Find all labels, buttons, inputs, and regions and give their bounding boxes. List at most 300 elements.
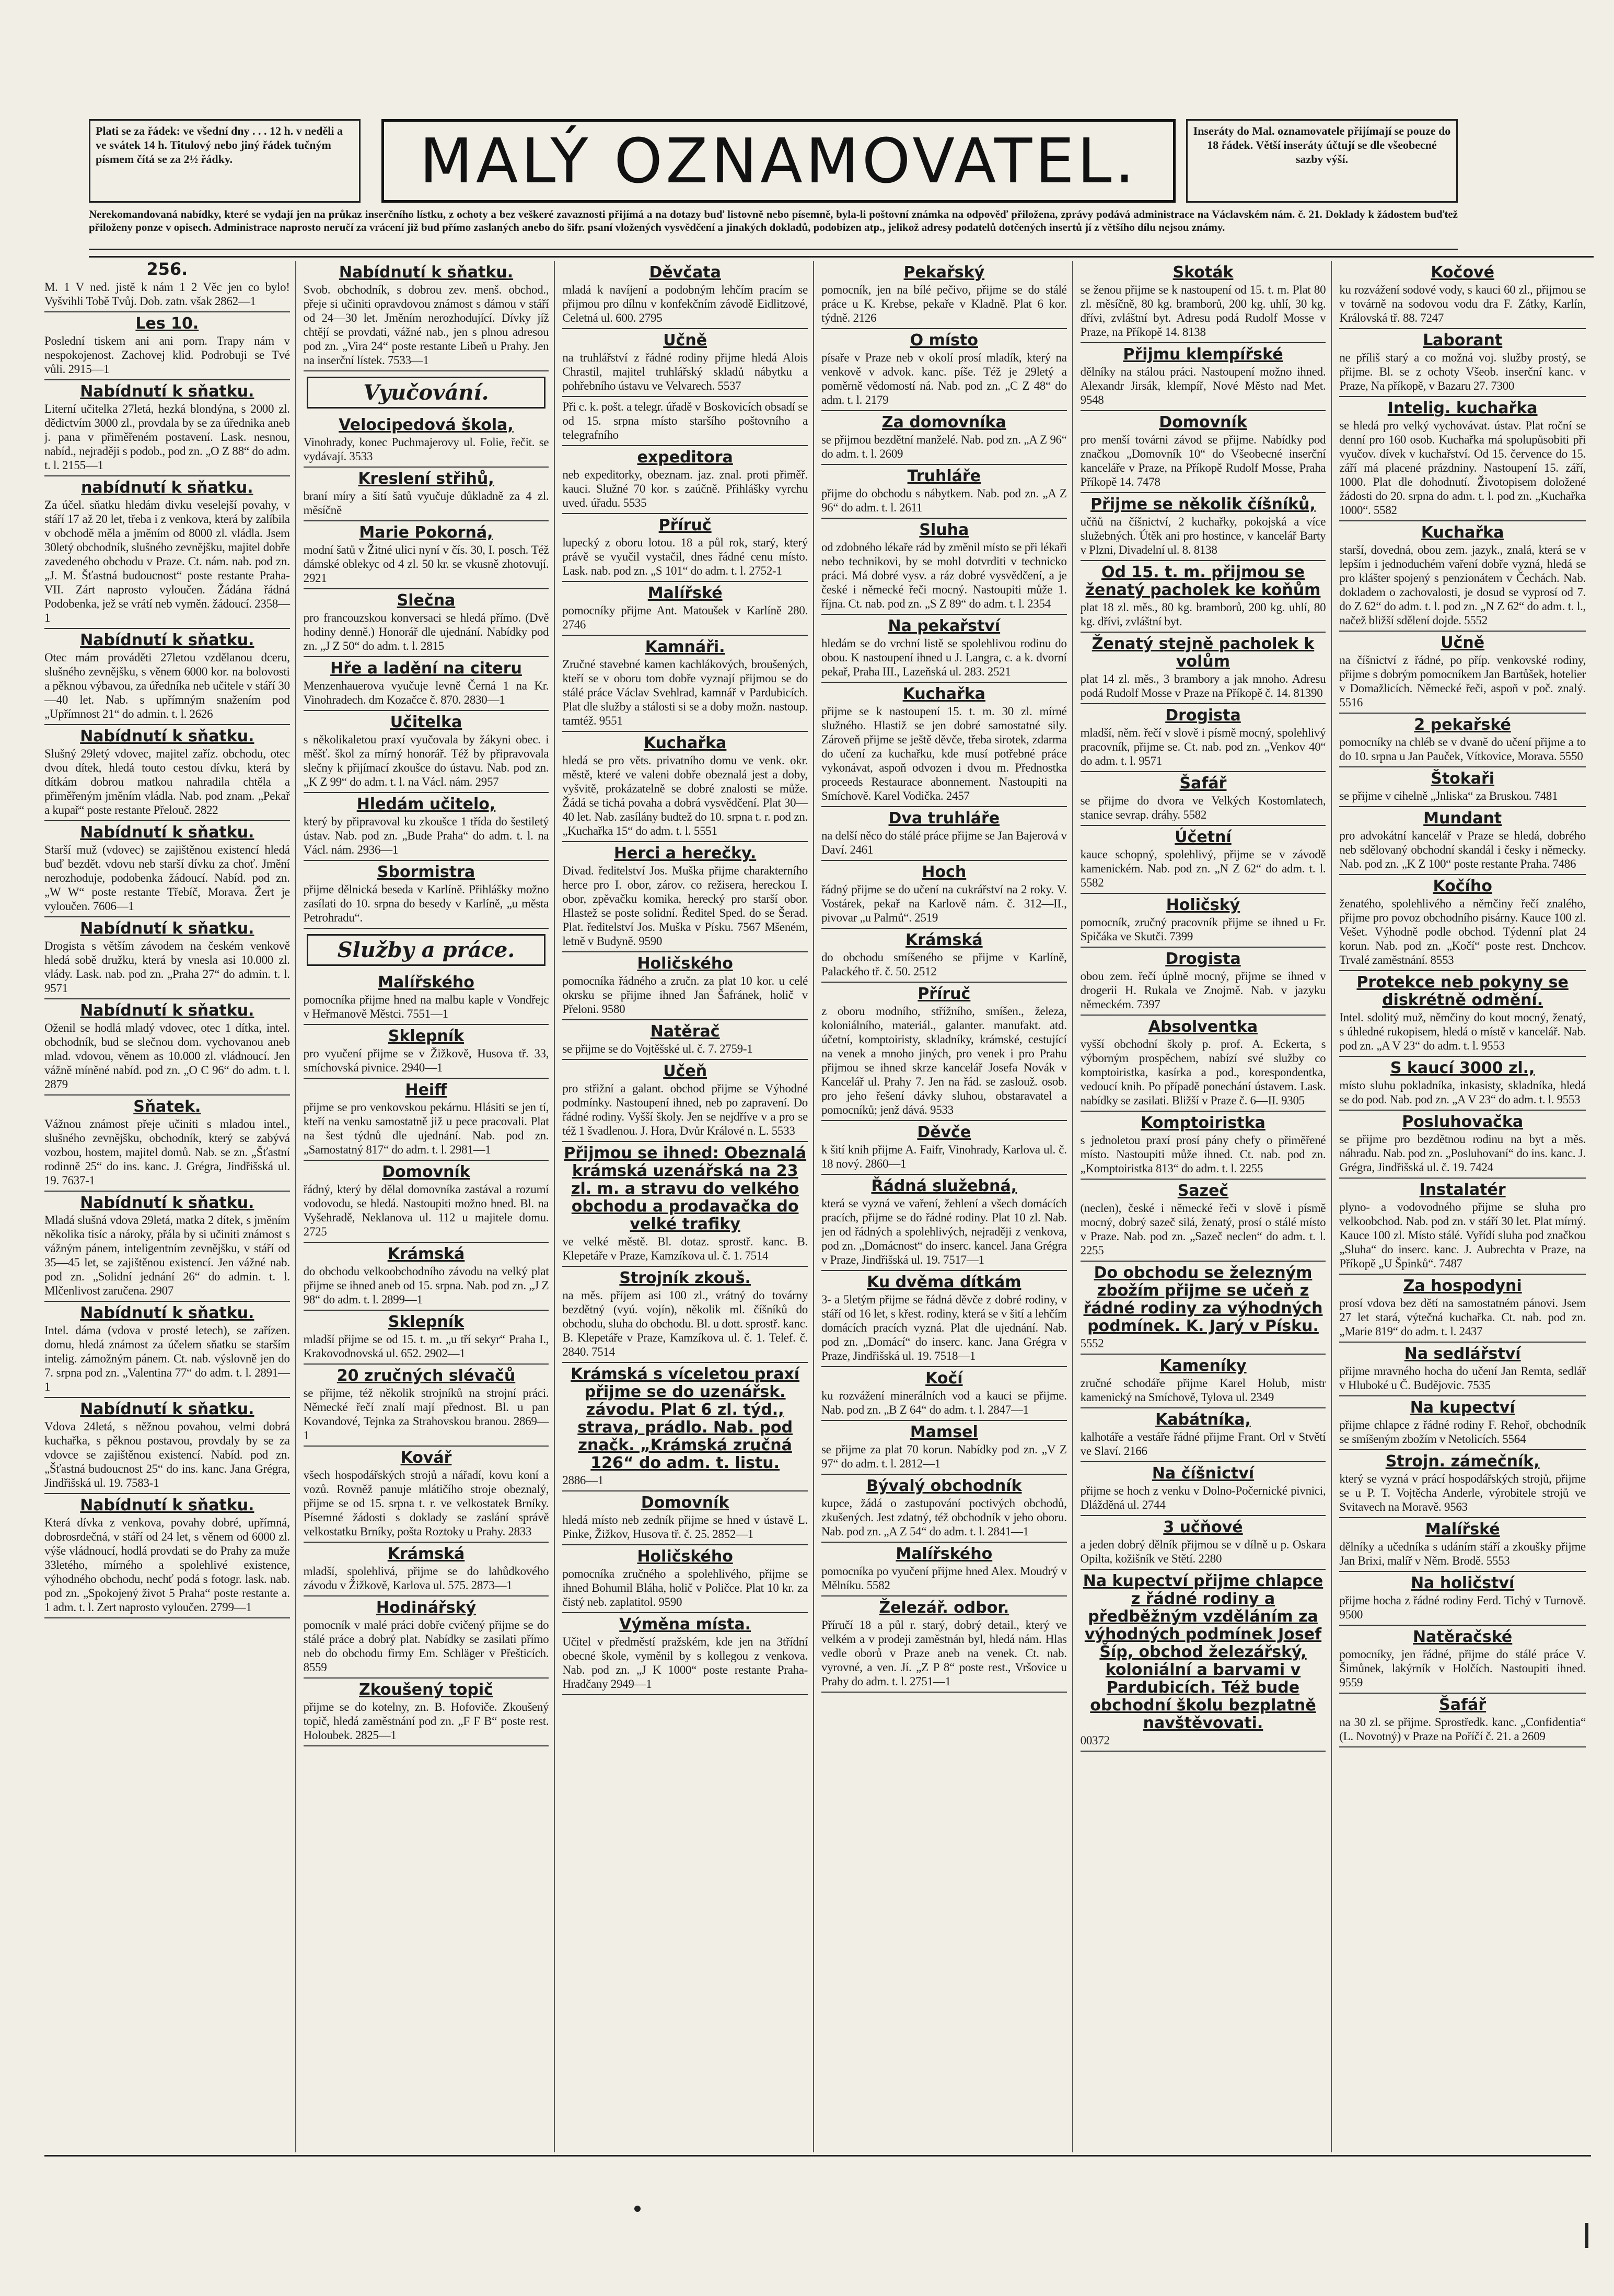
ad-body: hledá místo neb zedník přijme se hned v ústavě L. Pinke, Žižkov, Husova tř. č. 25. 2852—1 xyxy=(562,1513,808,1541)
ad-body: z oboru modního, střížního, smíšen., železa, koloniálního, materiál., galanter. manufakt. atd. účetní, komptoiristy, skladníky, krámské, cestující na venek a mnoho jiných, pro venek i pro Prahu přijmou se ihned skrze kancelář Josefa Novák v Kancelář ul. Prahy 7. Jen na řád. se zaslouž. osob. pro jeho řešení dávky sluhou, obstaravatel a pomocníků; jenž dává. 9533 xyxy=(821,1005,1067,1116)
column-1 xyxy=(44,261,296,2152)
classified-ad xyxy=(304,1079,549,1161)
ad-heading: Strojník zkouš. xyxy=(619,1269,751,1287)
classified-ad xyxy=(1081,1408,1326,1462)
classified-ad xyxy=(1339,1450,1586,1518)
edge-mark xyxy=(1585,2223,1588,2248)
classified-ad xyxy=(1339,1626,1586,1694)
ad-heading: Mamsel xyxy=(910,1423,978,1441)
ad-body: na truhlářství z řádné rodiny přijme hledá Alois Chrastil, majitel truhlářský skladů nábytku a pohřebního ústavu ve Velvarech. 5537 xyxy=(562,351,808,392)
ad-body: se přijme se do Vojtěšské ul. č. 7. 2759-1 xyxy=(562,1042,753,1055)
ad-body: ku rozvážení minerálních vod a kauci se přijme. Nab. pod zn. „B Z 64“ do adm. t. l. 2847—1 xyxy=(821,1389,1067,1416)
ad-heading: Nabídnutí k sňatku. xyxy=(80,382,254,401)
ad-heading: Domovník xyxy=(1159,413,1247,432)
ad-heading: Velocipedová škola, xyxy=(339,416,514,434)
ad-heading: Přijme se několik číšníků, xyxy=(1090,495,1316,514)
ad-heading: Protekce neb pokyny se diskrétně odmění. xyxy=(1356,973,1569,1009)
ad-heading: Bývalý obchodník xyxy=(866,1477,1022,1495)
ad-body: přijme se k nastoupení 15. t. m. 30 zl. mírné služného. Hlastiž se jen dobré samostatné sily. Zároveň přijme se ještě děvče, třeba sirotek, zdarma do učení za kuchařku, kde musí potřebné práce vykonávat, aspoň odvozen i dvou m. Přednostka proceeds Restaurace abonnement. Nastoupiti na Smíchově. Karel Vodička. 2457 xyxy=(821,705,1067,802)
ad-heading: Nabídnutí k sňatku. xyxy=(80,1496,254,1514)
ad-body: Literní učitelka 27letá, hezká blondýna, s 2000 zl. dědictvím 3000 zl., provdala by se za úřednika aneb j. pana v přiměřeném postavení. Lask. nesnou, nabíd., nejraději s podob., pod zn. „O Z 88“ do adm. t. l. 2155—1 xyxy=(44,402,290,472)
ad-body: se přijme, též několik strojníků na strojní práci. Německé řečí znalí mají přednost. Bl. u pan Kovandové, Tejnka za Strahovskou branou. 2869—1 xyxy=(303,1386,549,1442)
ad-heading: Krámská xyxy=(387,1545,465,1563)
ad-heading: Nabídnutí k sňatku. xyxy=(80,1400,254,1418)
classified-ad xyxy=(304,589,549,657)
ad-body: se přijme za plat 70 korun. Nabídky pod zn. „V Z 97“ do adm. t. l. 2812—1 xyxy=(821,1443,1067,1470)
issue-number: 256. xyxy=(146,261,188,279)
column-4 xyxy=(821,261,1073,2152)
classified-ad xyxy=(304,1596,549,1679)
classified-ad xyxy=(1081,1516,1326,1570)
printing-dot xyxy=(634,2206,641,2212)
ad-heading: Řádná služebná, xyxy=(871,1177,1017,1195)
ad-body: přijme se hoch z venku v Dolno-Počernické pivnici, Dlážděná ul. 2744 xyxy=(1080,1484,1326,1511)
ad-body: s několikaletou praxí vyučovala by žákyni obec. i měšť. škol za mírný honorář. Též by připravovala slečny k přijímací zkoušce do ústavu. Nab. pod zn. „K Z 99“ do adm. t. l. na Václ. nám. 2957 xyxy=(303,733,549,788)
ad-body: řádný, který by dělal domovníka zastával a rozumí vodovodu, se hledá. Nastoupiti možno hned. Bl. na Vyšehradě, Neklanova ul. 112 u majitele domu. 2725 xyxy=(303,1183,549,1238)
column-2 xyxy=(304,261,555,2152)
section-heading: Služby a práce. xyxy=(307,934,546,966)
ad-body: (neclen), české i německé řeči v slově i písmě mocný, dobrý sazeč silá, ženatý, prosí o stálé místo v Praze. Nab. pod zn. „Sazeč neclen“ do adm. t. l. 2255 xyxy=(1080,1202,1326,1257)
classified-ad xyxy=(821,465,1067,519)
classified-ad xyxy=(821,411,1067,465)
classified-ad xyxy=(44,725,290,821)
ad-body: pomocníky přijme Ant. Matoušek v Karlíně 280. 2746 xyxy=(562,604,808,631)
classified-ad xyxy=(304,1161,549,1243)
page-title-box xyxy=(381,119,1176,203)
classified-ad xyxy=(1339,329,1586,397)
ad-body: přijme hocha z řádné rodiny Ferd. Tichý v Turnově. 9500 xyxy=(1339,1594,1586,1621)
ad-body: se přijme pro bezdětnou rodinu na byt a měs. náhradu. Nab. pod zn. „Posluhovaní“ do ins. kanc. J. Grégra, Jindřišská ul. č. 19. 7424 xyxy=(1339,1133,1586,1174)
ad-heading: Účetní xyxy=(1175,828,1232,846)
classified-ad xyxy=(562,1545,808,1613)
ad-heading: Krámská xyxy=(905,931,983,949)
ad-heading: Holičský xyxy=(1166,896,1240,914)
ad-heading: Na kupectví přijme chlapce z řádné rodiny a předběžným vzděláním za výhodných podmínek Josef Šíp, obchod železářský, koloniální a barvami v Pardubicích. Též bude obchodní školu bezplatně navštěvovati. xyxy=(1083,1572,1323,1732)
classified-ad xyxy=(1081,894,1326,948)
classified-ad xyxy=(304,1311,549,1365)
classified-ad xyxy=(304,414,549,468)
ad-body: se přijme v cihelně „Jnliska“ za Bruskou. 7481 xyxy=(1339,789,1558,802)
classified-ad xyxy=(1081,261,1326,343)
classified-columns xyxy=(44,261,1591,2152)
ad-heading: Na číšnictví xyxy=(1152,1464,1255,1483)
ad-heading: Štokaři xyxy=(1431,770,1495,788)
classified-ad xyxy=(304,1365,549,1447)
classified-ad xyxy=(562,1060,808,1142)
ad-body: Poslední tiskem ani ani porn. Trapy nám v nespokojenost. Zachovej klid. Podrobuji se Tvé vůli. 2915—1 xyxy=(44,334,290,376)
ad-heading: Nabídnutí k sňatku. xyxy=(80,919,254,938)
ad-heading: Holičského xyxy=(637,1547,733,1566)
ad-heading: Posluhovačka xyxy=(1402,1113,1524,1131)
ad-body: všech hospodářských strojů a nářadí, kovu koní a vozů. Rovněž panuje mlátičího stroje obeznalý, přijme se od 15. srpna t. r. ve velkostatek Brníky. Písemné žádosti s doklady se zaslání správě velkostatku Brníky, pošta Roztoky u Prahy. 2833 xyxy=(303,1468,549,1538)
ad-heading: Děvčata xyxy=(649,263,721,282)
classified-ad xyxy=(821,261,1067,329)
classified-ad xyxy=(1081,343,1326,411)
classified-ad xyxy=(821,1596,1067,1693)
section-heading: Vyučování. xyxy=(307,377,546,409)
ad-heading: Krámská xyxy=(387,1245,465,1263)
classified-ad xyxy=(1339,1111,1586,1179)
classified-ad xyxy=(1081,1570,1326,1752)
ad-body: na 30 zl. se přijme. Sprostředk. kanc. „Confidentia“ (L. Novotný) v Praze na Poříčí č. 21. a 2609 xyxy=(1339,1716,1586,1743)
ad-heading: Příruč xyxy=(658,516,712,534)
ad-body: Svob. obchodník, s dobrou zev. menš. obchod., přeje si učiniti opravdovou známost s dámou v stáří od 24—30 let. Jměním nerozhodující. Dívky jíž chtějí se provdati, vážné nab., jen s plnou adresou pod zn. „Vira 24“ poste restante Libeň u Prahy. Jen na inserční lístek. 7533—1 xyxy=(303,283,549,367)
ad-heading: Od 15. t. m. přijmou se ženatý pacholek ke koňům xyxy=(1085,563,1321,599)
classified-ad xyxy=(1081,1262,1326,1355)
ad-heading: Malířské xyxy=(647,584,723,602)
ad-body: pomocníky na chléb se v dvaně do učení přijme a to do 10. srpna u Jan Pauček, Vítkovice, Morava. 5550 xyxy=(1339,736,1586,763)
classified-ad xyxy=(1339,767,1586,807)
ad-body: s jednoletou praxí prosí pány chefy o přiměřené místo. Nastoupiti může ihned. Ct. nab. pod zn. „Komptoiristka 813“ do adm. t. l. 2255 xyxy=(1080,1134,1326,1175)
ad-heading: Nabídnutí k sňatku. xyxy=(80,1001,254,1020)
ad-body: do obchodu smíšeného se přijme v Karlíně, Palackého tř. č. 50. 2512 xyxy=(821,951,1067,978)
classified-ad xyxy=(44,999,290,1095)
ad-heading: Hodinářský xyxy=(376,1599,477,1617)
classified-ad xyxy=(1081,411,1326,493)
ad-body: místo sluhu pokladníka, inkasisty, skladníka, hledá se do pod. Nab. pod zn. „A V 23“ do adm. t. l. 9553 xyxy=(1339,1079,1586,1106)
classified-ad xyxy=(1339,1179,1586,1275)
ad-body: Divad. ředitelství Jos. Muška přijme charakterního herce pro I. obor, zárov. co režisera, hereckou I. obor, zpěvačku komika, herecký pro starší obor. Hlastež se poste solidní. Ředitel Sped. do se Šerad. Plat. ředitelství Jos. Muška v Písku. 7567 Mšeném, letně v Budyně. 9590 xyxy=(562,864,808,948)
ad-body: Mladá slušná vdova 29letá, matka 2 dítek, s jměním několika tisíc a nároky, přála by si učiniti známost s vážným pánem, inteligentním zevnějšku, v stáří od 35—45 let, se zajištěnou existencí. Jen vážné nab. pod zn. „Solidní jednání 26“ do admin. t. l. Mlčenlivost zaručena. 2907 xyxy=(44,1214,290,1297)
classified-ad xyxy=(821,1367,1067,1421)
ad-heading: Natěračské xyxy=(1413,1628,1513,1646)
classified-ad xyxy=(44,277,290,312)
classified-ad xyxy=(1081,772,1326,826)
ad-body: Starší muž (vdovec) se zajištěnou existencí hledá buď bezdět. vdovu neb starší dívku za choť. Jmění nerozhoduje, podobenka žádoucí. Nabíd. pod zn. „W W“ poste restante Třebíč, Morava. Žert je vyloučen. 7606—1 xyxy=(44,843,290,913)
classified-ad xyxy=(1081,561,1326,633)
classified-ad xyxy=(1081,1016,1326,1112)
ad-body: dělníky na stálou práci. Nastoupení možno ihned. Alexandr Jirsák, klempíř, Nové Město nad Met. 9548 xyxy=(1080,365,1326,406)
ad-body: Učitel v předměstí pražském, kde jen na 3třídní obecné škole, vyměnil by s kollegou z venkova. Nab. pod zn. „J K 1000“ poste restante Praha-Hradčany 2949—1 xyxy=(562,1635,808,1691)
ad-body: starší, dovedná, obou zem. jazyk., znalá, která se v lepším i jednoduchém vaření dobře vyzná, hledá se pro klášter spojený s penzionátem v Čechách. Nab. dokladem o zachovalosti, je dosud se vyprosí od 7. do Z 62“ do adm. t. l. pod zn. „N Z 62“ do adm. t. l., načež bližší sdělení dojde. 5552 xyxy=(1339,543,1586,627)
ad-heading: Kočí xyxy=(925,1369,963,1388)
ad-heading: Učitelka xyxy=(390,713,462,731)
ad-heading: Na pekařství xyxy=(888,617,1001,635)
classified-ad xyxy=(821,807,1067,861)
classified-ad xyxy=(562,636,808,732)
classified-ad xyxy=(821,929,1067,983)
classified-ad xyxy=(562,1491,808,1545)
ad-heading: Les 10. xyxy=(135,314,199,333)
ad-body: a jeden dobrý dělník přijmou se v dílně u p. Oskara Opilta, kožišník ve Stětí. 2280 xyxy=(1080,1538,1326,1565)
ad-heading: Absolventka xyxy=(1148,1018,1258,1036)
classified-ad xyxy=(1081,826,1326,894)
classified-ad xyxy=(821,519,1067,615)
ad-heading: Hře a ladění na citeru xyxy=(330,659,522,678)
classified-ad xyxy=(821,1421,1067,1475)
ad-body: neb expeditorky, obeznam. jaz. znal. proti přiměř. kauci. Služné 70 kor. s zaúčně. Přihlášky vyrchu uved. úřadu. 5535 xyxy=(562,468,808,509)
ad-heading: Malířské xyxy=(1425,1520,1500,1539)
ad-heading: Sklepník xyxy=(388,1313,465,1331)
ad-body: pro francouzskou konversaci se hledá přímo. (Dvě hodiny denně.) Honorář dle ujednání. Nabídky pod zn. „J Z 50“ do adm. t. l. 2815 xyxy=(303,611,549,652)
ad-body: hledám se do vrchní listě se spolehlivou rodinu do obou. K nastoupení ihned u J. Langra, c. a k. dvorní pekař, Praha III., Lazeňská ul. 283. 2521 xyxy=(821,637,1067,678)
classified-ad xyxy=(562,842,808,952)
ad-heading: Natěrač xyxy=(650,1022,720,1041)
classified-ad xyxy=(821,1175,1067,1271)
classified-ad xyxy=(1339,1572,1586,1626)
ad-body: dělníky a učedníka s udáním stáří a zkoušky přijme Jan Brixi, malíř v Něm. Brodě. 5553 xyxy=(1339,1540,1586,1567)
classified-ad xyxy=(562,514,808,582)
ad-heading: Truhláře xyxy=(907,467,981,485)
ad-body: mladší, něm. řečí v slově i písmě mocný, spolehlivý pracovník, přijme se. Ct. nab. pod zn. „Venkov 40“ do adm. t. l. 9571 xyxy=(1080,726,1326,767)
ad-heading: Kameníky xyxy=(1159,1357,1247,1375)
ad-body: lupecký z oboru lotou. 18 a půl rok, starý, který právě se vyučil vystačil, dnes řádné cenu místo. Lask. nab. pod zn. „S 101“ do adm. t. l. 2752-1 xyxy=(562,536,808,577)
ad-heading: Kovář xyxy=(400,1449,452,1467)
ad-body: se hledá pro velký vychovávat. ústav. Plat roční se denní pro 160 osob. Kuchařka má spolupůsobiti při vyučov. dívek v kuchařství. Od 15. července do 15. září má placené prázdniny. Nastoupení 15. září, 1000. Plat dle dohodnutí. Životopisem doložené žádosti do 20. srpna do adm. t. l. pod zn. „Kuchařka 1000“. 5582 xyxy=(1339,419,1586,517)
header-divider xyxy=(89,256,1594,258)
ad-heading: Drogista xyxy=(1165,950,1241,968)
ad-body: ve velké městě. Bl. dotaz. sprostř. kanc. B. Klepetáře v Praze, Kamzíkova ul. č. 1. 7514 xyxy=(562,1235,808,1262)
classified-ad xyxy=(304,971,549,1025)
ad-body: pro advokátní kancelář v Praze se hledá, dobrého neb sdělovaný obchodní skandál i česky i německy. Nab. pod zn. „K Z 100“ poste restante Praha. 7486 xyxy=(1339,829,1586,870)
ad-body: od zdobného lékaře rád by změnil místo se při lékaři nebo technikovi, by se mohl dotvrditi v technicko práci. Má dobré vysv. a ráz dobré vysvědčení, a je české i německé řeči mocný. Nastoupiti může 1. října. Ct. nab. pod zn. „S Z 89“ do adm. t. l. 2354 xyxy=(821,541,1067,610)
classified-ad xyxy=(562,1267,808,1363)
classified-ad xyxy=(562,397,808,446)
ad-body: přijme dělnická beseda v Karlíně. Přihlášky možno zasílati do 10. srpna do besedy v Karlíně, „u města Petrohradu“. xyxy=(303,883,549,924)
ad-heading: Marie Pokorná, xyxy=(359,523,493,542)
classified-ad xyxy=(1081,948,1326,1016)
ad-heading: Domovník xyxy=(382,1163,470,1181)
classified-ad xyxy=(1081,704,1326,772)
ad-heading: Malířského xyxy=(896,1545,993,1563)
classified-ad xyxy=(1339,971,1586,1057)
ad-heading: Kamnáři. xyxy=(645,638,725,656)
ad-body: kauce schopný, spolehlivý, přijme se v závodě kamenickém. Nab. pod zn. „N Z 62“ do adm. t. l. 5582 xyxy=(1080,848,1326,889)
ad-heading: Hoch xyxy=(922,863,967,881)
classified-ad xyxy=(304,1679,549,1746)
ad-heading: Přijmu klempířské xyxy=(1123,345,1283,364)
info-box: Inseráty do Mal. oznamovatele přijímají se pouze do 18 řádek. Větší inseráty účtují se dle všeobecné sazby výší. xyxy=(1186,119,1458,203)
ad-body: kupce, žádá o zastupování poctivých obchodů, zkušených. Jest zdatný, též obchodník v jeho oboru. Nab. pod zn. „A Z 54“ do adm. t. l. 2841—1 xyxy=(821,1497,1067,1538)
ad-body: prosí vdova bez dětí na samostatném pánovi. Jsem 27 let stará, výtečná kuchařka. Ct. nab. pod zn. „Marie 819“ do adm. t. l. 2437 xyxy=(1339,1297,1586,1338)
classified-ad xyxy=(1081,1462,1326,1516)
ad-body: přijme se do kotelny, zn. B. Hofoviče. Zkoušený topič, hledá zaměstnání pod zn. „F F B“ poste rest. Holoubek. 2825—1 xyxy=(303,1700,549,1742)
ad-heading: Sňatek. xyxy=(133,1098,201,1116)
classified-ad xyxy=(44,1398,290,1494)
ad-heading: expeditora xyxy=(637,448,733,467)
ad-heading: 20 zručných slévačů xyxy=(336,1367,516,1385)
classified-ad xyxy=(44,1494,290,1618)
classified-ad xyxy=(562,329,808,397)
classified-ad xyxy=(1081,633,1326,704)
ad-body: řádný přijme se do učení na cukrářství na 2 roky. V. Vostárek, pekař na Karlově nám. č. 312—II., pivovar „u Palmů“. 2519 xyxy=(821,883,1067,924)
ad-body: hledá se pro věts. privatního domu ve venk. okr. městě, které ve valeni dobře obeznalá jest a doby, vyšvitě, prokázatelně se dobré znalosti se může. Žádá se tichá povaha a dobrá vysvědčení. Plat 30—40 let. Nab. zasílány budtež do 10. srpna t. r. pod zn. „Kuchařka 15“ do adm. t. l. 5551 xyxy=(562,754,808,837)
classified-ad xyxy=(304,861,549,929)
ad-heading: Nabídnutí k sňatku. xyxy=(80,727,254,745)
classified-ad xyxy=(562,1020,808,1060)
classified-ad xyxy=(44,1302,290,1398)
classified-ad xyxy=(1339,1518,1586,1572)
classified-ad xyxy=(821,1271,1067,1367)
classified-ad xyxy=(1081,1180,1326,1262)
classified-ad xyxy=(304,657,549,711)
ad-body: Menzenhauerova vyučuje levně Černá 1 na Kr. Vinohradech. dm Kozačce č. 870. 2830—1 xyxy=(303,679,549,706)
ad-body: 2886—1 xyxy=(562,1474,604,1487)
administration-notice: Nerekomandovaná nabídky, které se vydají jen na průkaz inserčního lístku, z ochoty a bez veškeré zavaznosti přijímá a na dotazy buď listovně nebo písemně, byla-li poštovní známka na odpověď přiložena, zprávy podává administrace na Václavském nám. č. 21. Doklady k žádostem buďtež přiloženy ponze v opisech. Administrace naprosto neručí za vrácení již bud přímo zaslaných anebo do šifr. psaní vložených vysvědčení a jinakých dokladů, podobizen atp., jelikož adresy podatelů dotčených insertů jí z většího dílu nejsou známy. xyxy=(89,208,1458,250)
classified-ad xyxy=(304,711,549,793)
classified-ad xyxy=(1339,714,1586,767)
ad-body: pomocníka řádného a zručn. za plat 10 kor. u celé okrsku se přijme ihned Jan Šafránek, holič v Přeloni. 9580 xyxy=(562,974,808,1016)
ad-body: 3- a 5letým přijme se řádná děvče z dobré rodiny, v stáří od 16 let, s křest. rodiny, která se v šití a lehčím domácích pracích vyzná. Plat dle ujednání. Nab. pod zn. „Domácí“ do inserc. kanc. Jana Grégra v Praze, Jindřišská ul. 19. 7518—1 xyxy=(821,1293,1067,1362)
classified-ad xyxy=(1339,261,1586,329)
ad-heading: Sbormistra xyxy=(377,863,475,881)
ad-body: který by připravoval ku zkoušce 1 třída do šestiletý ústav. Nab. pod zn. „Bude Praha“ do adm. t. l. na Václ. nám. 2936—1 xyxy=(303,815,549,856)
ad-body: ženatého, spolehlivého a němčiny řečí znalého, přijme pro povoz obchodního pisárny. Kauce 100 zl. Vešet. Výhodně podle obchod. Týdenní plat 24 korun. Nab. pod zn. „Kočí“ poste rest. Dnchcov. Trvalé zaměstnání. 8553 xyxy=(1339,897,1586,966)
ad-body: braní míry a šití šatů vyučuje důkladně za 4 zl. měsíčně xyxy=(303,489,549,517)
classified-ad xyxy=(304,1543,549,1596)
ad-heading: Učně xyxy=(1441,634,1485,652)
classified-ad xyxy=(821,983,1067,1121)
ad-body: 00372 xyxy=(1080,1734,1110,1747)
page-title: MALÝ OZNAMOVATEL. xyxy=(419,125,1138,197)
column-3 xyxy=(562,261,814,2152)
ad-heading: Nabídnutí k sňatku. xyxy=(80,1304,254,1322)
ad-heading: Zkoušený topič xyxy=(359,1681,493,1699)
ad-heading: 3 učňové xyxy=(1163,1518,1243,1536)
classified-ad xyxy=(304,1243,549,1311)
ad-heading: Sazeč xyxy=(1177,1182,1229,1200)
ad-body: 5552 xyxy=(1080,1337,1104,1350)
classified-ad xyxy=(562,1142,808,1267)
ad-heading: Nabídnutí k sňatku. xyxy=(80,631,254,649)
ad-body: ku rozvážení sodové vody, s kauci 60 zl., přijmou se v továrně na sodovou vodu dra F. Zátky, Karlín, Královská tř. 88. 7247 xyxy=(1339,283,1586,324)
ad-heading: Příruč xyxy=(918,985,971,1003)
ad-body: pomocník, zručný pracovník přijme se ihned u Fr. Spičáka ve Skutči. 7399 xyxy=(1080,916,1326,943)
ad-body: pomocníka přijme hned na malbu kaple v Vondřejc v Heřmanově Městci. 7551—1 xyxy=(303,993,549,1020)
classified-ad xyxy=(304,1447,549,1543)
ad-heading: Sklepník xyxy=(388,1027,465,1045)
ad-heading: Do obchodu se železným zbožím přijme se učeň z řádné rodiny za výhodných podmínek. K. Jarý v Písku. xyxy=(1083,1264,1323,1335)
footer-divider xyxy=(44,2155,1591,2157)
ad-body: Vinohrady, konec Puchmajerovy ul. Folie, řečit. se vydávají. 3533 xyxy=(303,436,549,463)
ad-heading: Kuchařka xyxy=(902,685,986,703)
ad-heading: Šafář xyxy=(1179,774,1227,792)
classified-ad xyxy=(1339,1057,1586,1111)
column-6 xyxy=(1339,261,1591,2152)
classified-ad xyxy=(1339,1343,1586,1396)
masthead xyxy=(89,119,1458,208)
ad-body: Příručí 18 a půl r. starý, dobrý detail., který ve velkém a v prodeji zaměstnán byl, hledá nám. Hlas vedle oborů v Praze aneb na venek. Ct. nab. vyrovné, a ven. Jí. „Z P 8“ poste rest., Vršovice u Prahy do adm. t. l. 2751—1 xyxy=(821,1618,1067,1688)
classified-ad xyxy=(44,629,290,725)
ad-heading: Nabídnutí k sňatku. xyxy=(80,1194,254,1212)
ad-heading: Na kupectví xyxy=(1410,1398,1515,1417)
ad-body: mladá k navíjení a podobným lehčím pracím se přijmou pro dílnu v konfekčním závodě Eidlitzové, Celetná ul. 600. 2795 xyxy=(562,283,808,324)
classified-ad xyxy=(44,1095,290,1192)
ad-heading: Drogista xyxy=(1165,706,1241,725)
classified-ad xyxy=(304,793,549,861)
ad-body: přijme do obchodu s nábytkem. Nab. pod zn. „A Z 96“ do adm. t. l. 2611 xyxy=(821,487,1067,514)
ad-body: Za účel. sňatku hledám divku veselejší povahy, v stáří 17 až 20 let, třeba i z venkova, která by zalíbila v obchodě měla a jměním od 8000 zl. vládla. Jsem 30letý obchodník, slušného zevnějšku, majitel dobře zavedeného obchodu v Praze. Ct. nám. nab. pod zn. „J. M. Šťastná budoucnost“ poste restante Praha-VII. Zárt naprosto vyloučen. Žádána řádná Podobenka, jež se vrátí neb vyměn. žádoucí. 2358—1 xyxy=(44,498,290,624)
ad-body: přijme mravného hocha do učení Jan Remta, sedlář v Hluboké u Č. Budějovic. 7535 xyxy=(1339,1365,1586,1392)
ad-heading: Na sedlářství xyxy=(1404,1345,1521,1363)
ad-body: pro vyučení přijme se v Žižkově, Husova tř. 33, smíchovská pivnice. 2940—1 xyxy=(303,1047,549,1074)
ad-heading: Železář. odbor. xyxy=(879,1599,1009,1617)
ad-body: se přijmou bezdětní manželé. Nab. pod zn. „A Z 96“ do adm. t. l. 2609 xyxy=(821,433,1067,460)
ad-heading: Ku dvěma dítkám xyxy=(867,1273,1021,1291)
ad-heading: Na holičství xyxy=(1411,1574,1515,1592)
ad-body: zručné schodáře přijme Karel Holub, mistr kamenický na Smíchově, Tylova ul. 2349 xyxy=(1080,1377,1326,1404)
classified-ad xyxy=(821,861,1067,929)
ad-heading: Dva truhláře xyxy=(888,809,1000,828)
classified-ad xyxy=(1339,521,1586,632)
ad-body: Zručné stavebné kamen kachlákových, broušených, kteří se v oboru tom dobře vyznají přijmou se do stálé práce Václav Svehlrad, kamnář v Pardubicích. Plat dle služby a stálosti si se a doby možn. nastoup. tamtéž. 9551 xyxy=(562,658,808,727)
ad-body: vyšší obchodní školy p. prof. A. Eckerta, s výborným prospěchem, nabízí své služby co komptoiristka, kasírka a pod., korespondentka, vedoucí knih. Po případě ponechání ústavem. Lask. nabídky se zasilati. Bližší v Praze č. 6—II. 9305 xyxy=(1080,1038,1326,1107)
classified-ad xyxy=(44,1192,290,1302)
ad-body: na měs. příjem asi 100 zl., vrátný do továrny bezdětný (vyú. vojín), několik ml. číšníků do obchodu, sluha do obchodu. Bl. u dott. sprostř. kanc. B. Klepetáře v Praze, Kamzíkova ul. č. 1. Telef. č. 2840. 7514 xyxy=(562,1289,808,1358)
classified-ad xyxy=(1339,1694,1586,1747)
classified-ad xyxy=(562,952,808,1020)
classified-ad xyxy=(821,615,1067,683)
ad-heading: Kabátníka, xyxy=(1155,1411,1251,1429)
ad-heading: S kaucí 3000 zl., xyxy=(1390,1059,1535,1077)
classified-ad xyxy=(562,582,808,636)
ad-body: se přijme do dvora ve Velkých Kostomlatech, stanice sevrap. dráhy. 5582 xyxy=(1080,794,1326,821)
ad-heading: Učeň xyxy=(663,1062,707,1080)
classified-ad xyxy=(562,446,808,514)
ad-heading: Komptoiristka xyxy=(1141,1114,1265,1132)
classified-ad xyxy=(304,261,549,371)
ad-heading: O místo xyxy=(910,331,978,349)
classified-ad xyxy=(44,380,290,476)
ad-body: pro menší továrni závod se přijme. Nabídky pod značkou „Domovník 10“ do Všeobecné inserční kanceláře v Praze, na Příkopě Rudolf Mosse, Praha Příkopě 14. 7478 xyxy=(1080,433,1326,488)
column-5 xyxy=(1081,261,1332,2152)
classified-ad xyxy=(44,821,290,917)
classified-ad xyxy=(1339,397,1586,521)
ad-body: do obchodu velkoobchodního závodu na velký plat přijme se ihned aneb od 15. srpna. Nab. pod zn. „J Z 98“ do adm. t. l. 2899—1 xyxy=(303,1265,549,1306)
classified-ad xyxy=(1081,1355,1326,1408)
ad-body: pomocník v malé práci dobře cvičený přijme se do stálé práce a dobrý plat. Nabídky se zasilati přímo neb do obchodu firmy Em. Schläger v Přešticích. 8559 xyxy=(303,1618,549,1674)
ad-body: kalhotáře a vestáře řádné přijme Frant. Orl v Stvětí ve Slaví. 2166 xyxy=(1080,1430,1326,1458)
ad-body: Slušný 29letý vdovec, majitel zaříz. obchodu, otec dvou dítek, hledá touto cestou dívku, která by dítkám dobrou matkou nahradila chtěla a přiměřeným jměním vládla. Nab. pod znam. „Pekař a kupař“ poste restante Přelouč. 2822 xyxy=(44,747,290,817)
ad-heading: nabídnutí k sňatku. xyxy=(81,479,253,497)
classified-ad xyxy=(1339,632,1586,714)
ad-body: který se vyzná v prácí hospodářských strojů, přijme se u P. T. Vojtěcha Anderle, výrobitele strojů ve Svitavech na Moravě. 9563 xyxy=(1339,1472,1586,1513)
ad-heading: Mundant xyxy=(1423,809,1502,828)
ad-body: k šití knih přijme A. Faifr, Vinohrady, Karlova ul. č. 18 nový. 2860—1 xyxy=(821,1143,1067,1170)
ad-body: pomocníky, jen řádné, přijme do stálé práce V. Šimůnek, lakýrník v Holčích. Nastoupiti ihned. 9559 xyxy=(1339,1648,1586,1689)
ad-body: plyno- a vodovodného přijme se sluha pro velkoobchod. Nab. pod zn. v stáří 30 let. Plat mírný. Kauce 100 zl. Místo stálé. Vyřídí sluha pod značkou „Sluha“ do inserc. kanc. J. Aubrechta v Praze, na Příkopě „U Špinků“. 7487 xyxy=(1339,1201,1586,1270)
ad-body: M. 1 V ned. jistě k nám 1 2 Věc jen co bylo! Vyšvihli Tobě Tvůj. Dob. zatn. však 2862—1 xyxy=(44,281,290,308)
ad-heading: Děvče xyxy=(917,1123,971,1141)
ad-body: pomocníka po vyučení přijme hned Alex. Moudrý v Mělníku. 5582 xyxy=(821,1565,1067,1592)
classified-ad xyxy=(562,1613,808,1695)
classified-ad xyxy=(44,312,290,380)
ad-heading: Pekařský xyxy=(903,263,985,282)
classified-ad xyxy=(562,1363,808,1491)
ad-heading: Učně xyxy=(663,331,707,349)
classified-ad xyxy=(1081,493,1326,561)
ad-body: Intel. dáma (vdova v prosté letech), se zařízen. domu, hledá známost za účelem sňatku se starším intelig. zámožným pánem. Ct. nab. výslovně jen do 7. srpna pod zn. „Valentina 77“ do adm. t. l. 2891—1 xyxy=(44,1324,290,1393)
classified-ad xyxy=(1339,875,1586,971)
ad-body: Oženil se hodlá mladý vdovec, otec 1 dítka, intel. obchodník, bud se slečnou dom. vychovanou aneb mlad. vdovou, věnem as 10.000 zl. vládnoucí. Jen vážně míněné nabíd. pod zn. „O C 96“ do adm. t. l. 2879 xyxy=(44,1021,290,1091)
classified-ad xyxy=(304,1025,549,1079)
classified-ad xyxy=(1339,1396,1586,1450)
ad-body: písaře v Praze neb v okolí prosí mladík, který na venkově v advok. kanc. píše. Též je 29letý a poměrně vědomostí ná. Nab. pod zn. „C Z 48“ do adm. t. l. 2179 xyxy=(821,351,1067,406)
ad-heading: Holičského xyxy=(637,954,733,973)
classified-ad xyxy=(44,917,290,999)
ad-body: přijme se pro venkovskou pekárnu. Hlásiti se jen tí, kteří na venku samostatně již u pece pracovali. Plat na šest týdnů dle ujednání. Nab. pod zn. „Samostatný 817“ do adm. t. l. 2981—1 xyxy=(303,1101,549,1156)
ad-body: na delší něco do stálé práce přijme se Jan Bajerová v Daví. 2461 xyxy=(821,829,1067,856)
ad-body: Drogista s větším závodem na českém venkově hledá sobě družku, která by vnesla asi 10.000 zl. vlády. Lask. nab. pod zn. „Praha 27“ do admin. t. l. 9571 xyxy=(44,939,290,995)
ad-heading: Laborant xyxy=(1423,331,1503,349)
ad-heading: Za hospodyni xyxy=(1403,1277,1522,1295)
classified-ad xyxy=(1081,1112,1326,1180)
ad-heading: Slečna xyxy=(397,591,456,610)
ad-body: ne příliš starý a co možná voj. služby prostý, se přijme. Bl. se z ochoty Všeob. inserční kanc. v Praze, Na příkopě, v Bazaru 27. 7300 xyxy=(1339,351,1586,392)
ad-heading: Sluha xyxy=(919,521,969,539)
ad-body: pro střižní a galant. obchod přijme se Výhodné podmínky. Nastoupení ihned, neb po zapravení. Do řádné rodiny. Vyšší školy. Jen se nejdříve v a pro se též 1 švadlenou. J. Hora, Dvůr Králové n. L. 5533 xyxy=(562,1082,808,1137)
ad-body: Při c. k. pošt. a telegr. úřadě v Boskovicích obsadí se od 15. srpna místo staršího poštovního a telegrafního xyxy=(562,400,808,441)
